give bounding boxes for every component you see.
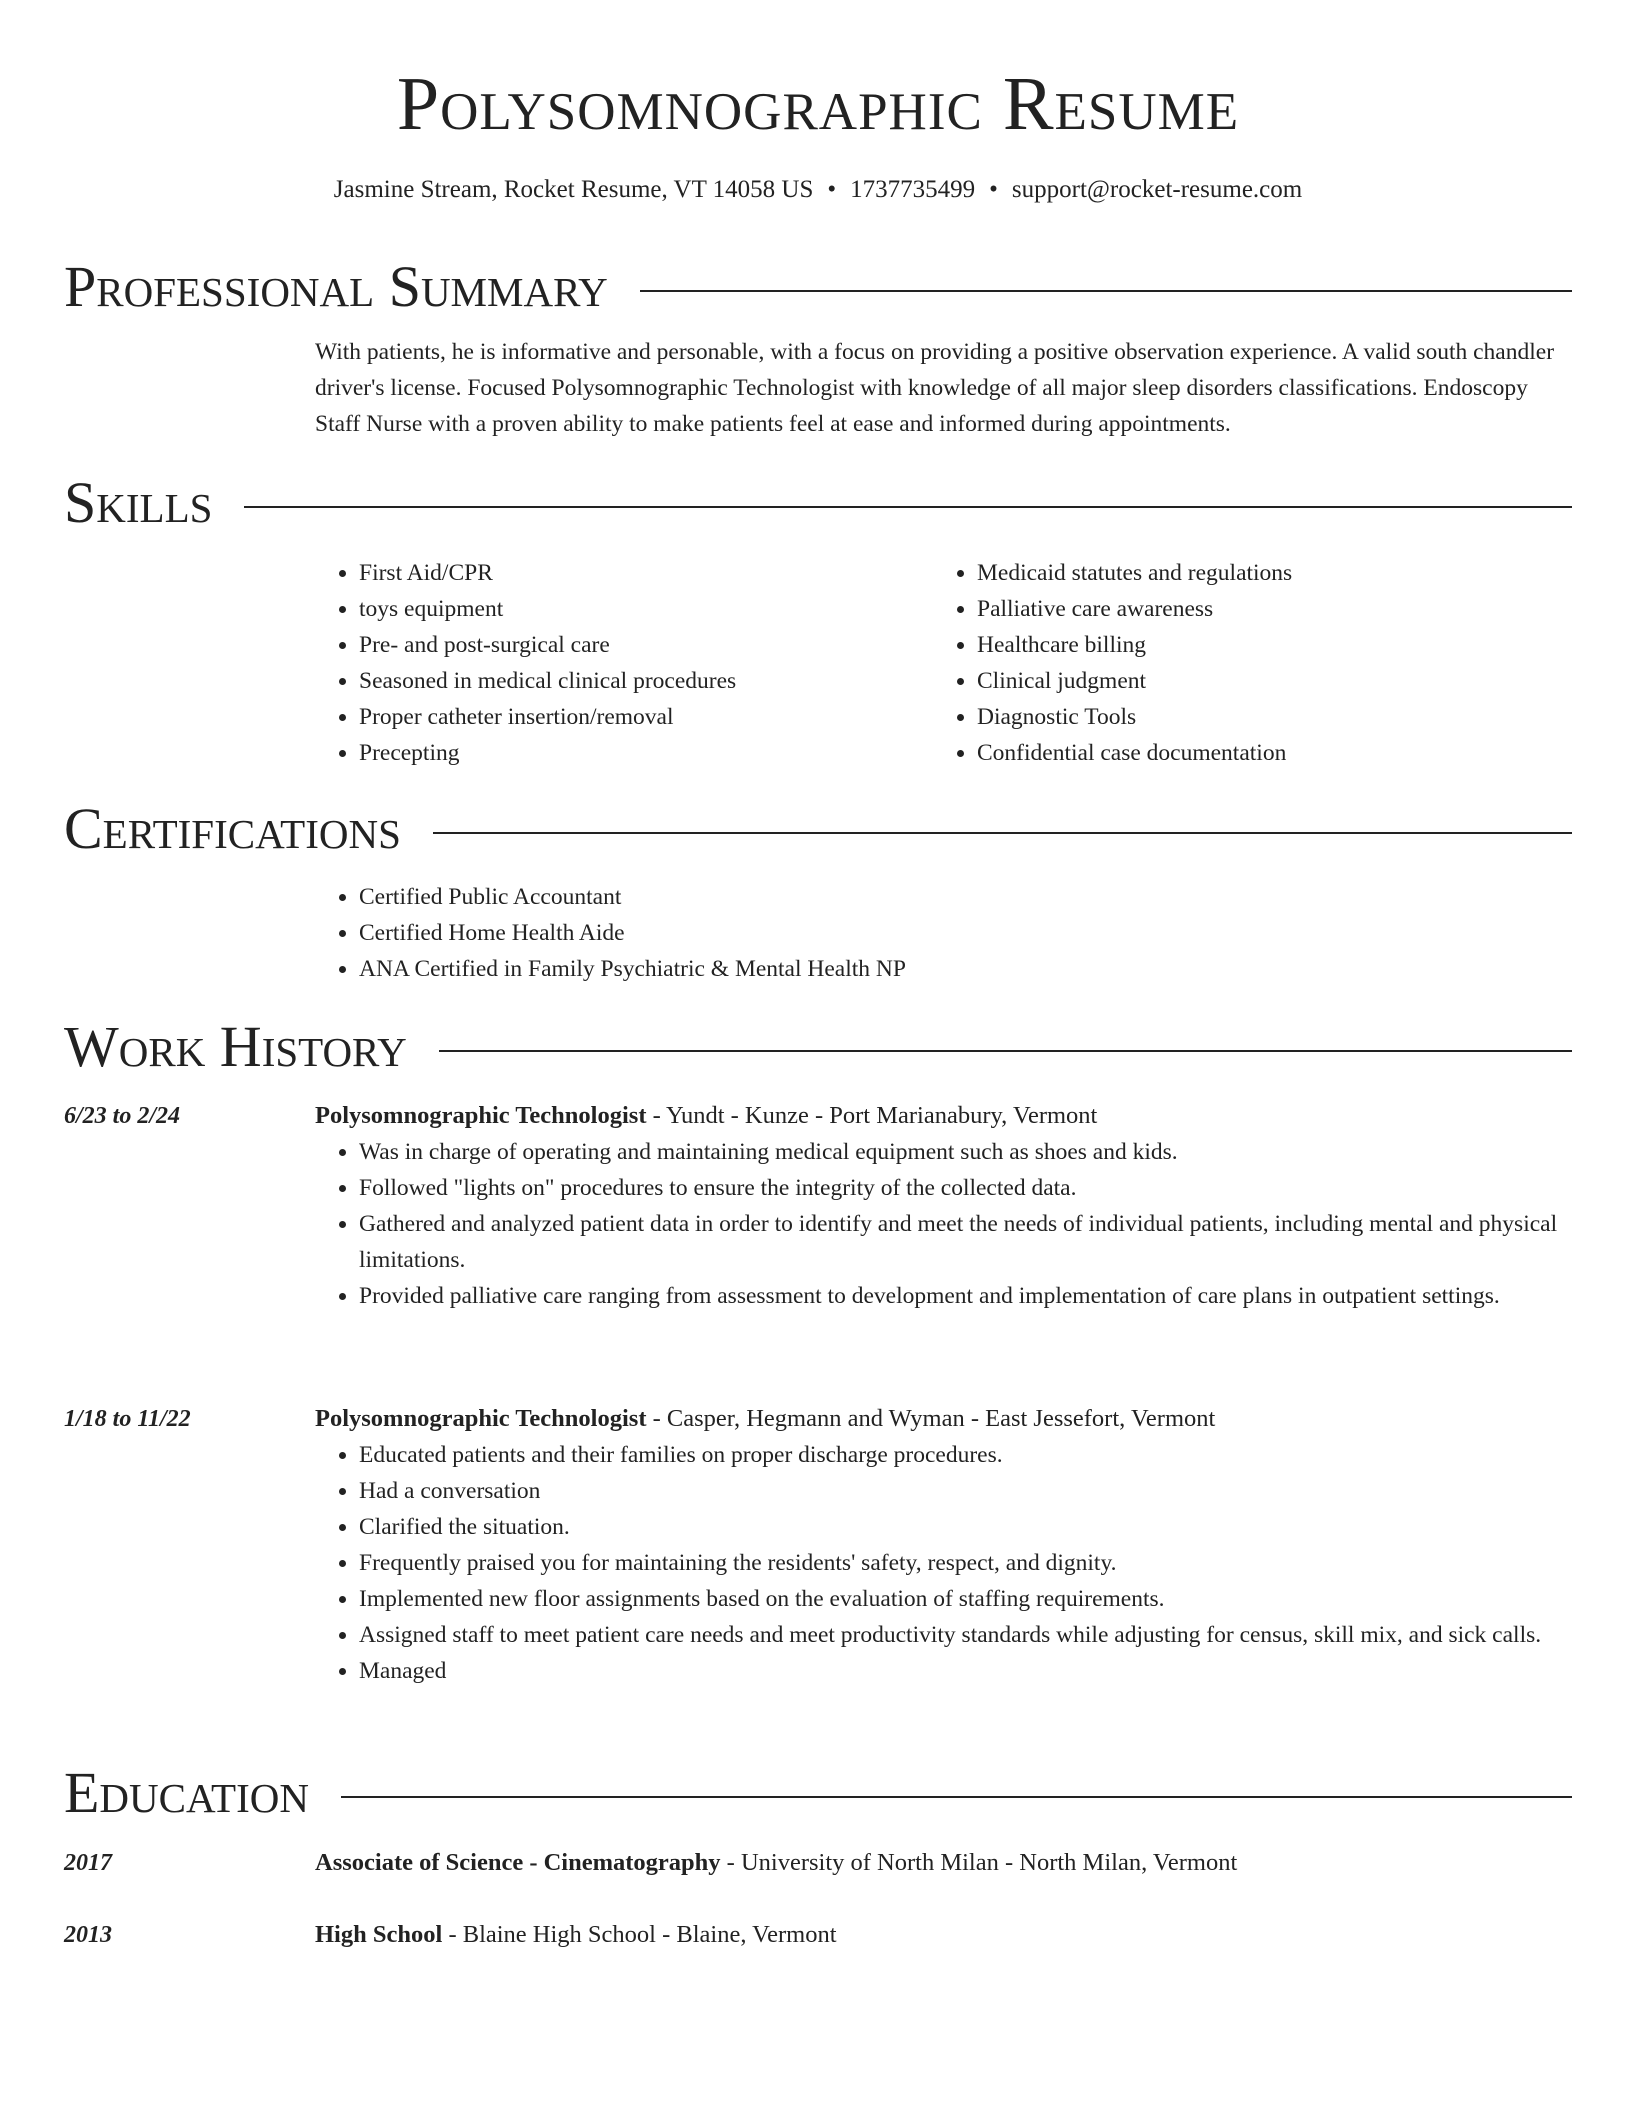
certifications-list <box>315 879 1572 987</box>
section-divider <box>439 1050 1572 1052</box>
skill-item: • Palliative care awareness <box>977 591 1551 627</box>
job-duty-item: • Clarified the situation. <box>359 1509 1572 1545</box>
section-divider <box>640 290 1572 292</box>
skill-item: • Clinical judgment <box>977 663 1551 699</box>
work-heading: Work History <box>64 1014 407 1079</box>
job-duty-item: • Assigned staff to meet patient care needs and meet productivity standards while adjusting for census, skill mix, and sick calls. <box>359 1617 1572 1653</box>
skill-item: • Proper catheter insertion/removal <box>359 699 933 735</box>
education-degree: High School <box>315 1921 443 1948</box>
job-duty-item: • Provided palliative care ranging from assessment to development and implementation of care plans in outpatient settings. <box>359 1278 1572 1314</box>
job-title-line <box>315 1098 1572 1134</box>
contact-separator: • <box>827 176 837 203</box>
job-position: Polysomnographic Technologist <box>315 1102 647 1129</box>
education-date: 2013 <box>64 1922 112 1948</box>
skill-item: • Pre- and post-surgical care <box>359 627 933 663</box>
contact-address: Jasmine Stream, Rocket Resume, VT 14058 US <box>333 176 814 203</box>
job-duty-item: • Frequently praised you for maintaining the residents' safety, respect, and dignity. <box>359 1545 1572 1581</box>
contact-separator: • <box>989 176 998 203</box>
contact-phone: 1737735499 <box>850 176 976 203</box>
job-company-location: - Casper, Hegmann and Wyman - East Jessefort, Vermont <box>646 1405 1216 1432</box>
job-duty-item: • Was in charge of operating and maintaining medical equipment such as shoes and kids. <box>359 1134 1572 1170</box>
skills-content <box>315 555 1572 771</box>
education-school-location: - University of North Milan - North Milan, Vermont <box>720 1849 1238 1876</box>
job-entry <box>315 1098 1572 1314</box>
skill-item: • Medicaid statutes and regulations <box>977 555 1551 591</box>
job-duties-list <box>315 1134 1572 1314</box>
section-divider <box>433 832 1572 834</box>
certifications-section-header <box>64 794 1572 864</box>
certifications-content <box>315 879 1572 987</box>
skill-item: • Precepting <box>359 735 933 771</box>
certification-item: • Certified Public Accountant <box>359 879 1572 915</box>
certification-item: • ANA Certified in Family Psychiatric & Mental Health NP <box>359 951 1572 987</box>
skill-item: • toys equipment <box>359 591 933 627</box>
skill-item: • Diagnostic Tools <box>977 699 1551 735</box>
job-duty-item: • Followed "lights on" procedures to ensure the integrity of the collected data. <box>359 1170 1572 1206</box>
education-school-location: - Blaine High School - Blaine, Vermont <box>442 1921 837 1948</box>
skills-heading: Skills <box>64 470 213 535</box>
education-entry <box>315 1845 1572 1881</box>
summary-section-header <box>64 252 1572 322</box>
skill-item: • Healthcare billing <box>977 627 1551 663</box>
job-position: Polysomnographic Technologist <box>315 1405 647 1432</box>
skills-column-left <box>315 555 933 771</box>
skills-section-header <box>64 468 1572 538</box>
contact-line <box>64 170 1572 210</box>
education-heading: Education <box>64 1760 309 1825</box>
section-divider <box>244 506 1572 508</box>
education-degree: Associate of Science - Cinematography <box>315 1849 721 1876</box>
skills-grid <box>315 555 1572 771</box>
skill-item: • Seasoned in medical clinical procedures <box>359 663 933 699</box>
job-duties-list <box>315 1437 1572 1689</box>
section-divider <box>341 1796 1572 1798</box>
education-line <box>315 1917 1572 1953</box>
education-section-header <box>64 1758 1572 1828</box>
skills-list-right <box>933 555 1551 771</box>
job-duty-item: • Educated patients and their families on proper discharge procedures. <box>359 1437 1572 1473</box>
job-date: 6/23 to 2/24 <box>64 1103 181 1129</box>
skill-item: • First Aid/CPR <box>359 555 933 591</box>
summary-content <box>315 334 1572 442</box>
certifications-heading: Certifications <box>64 796 401 861</box>
summary-text: With patients, he is informative and personable, with a focus on providing a positive observation experience. A valid south chandler driver's license. Focused Polysomnographic Technologist with knowledge of all major sleep disorders classifications. Endoscopy Staff Nurse with a proven ability to make patients feel at ease and informed during appointments. <box>315 339 1555 437</box>
job-duty-item: • Managed <box>359 1653 1572 1689</box>
education-date: 2017 <box>64 1850 112 1876</box>
job-duty-item: • Implemented new floor assignments based on the evaluation of staffing requirements. <box>359 1581 1572 1617</box>
education-entry <box>315 1917 1572 1953</box>
certification-item: • Certified Home Health Aide <box>359 915 1572 951</box>
job-duty-item: • Had a conversation <box>359 1473 1572 1509</box>
job-date: 1/18 to 11/22 <box>64 1406 191 1432</box>
skills-column-right <box>933 555 1551 771</box>
summary-heading: Professional Summary <box>64 254 608 319</box>
skill-item: • Confidential case documentation <box>977 735 1551 771</box>
resume-title: Polysomnographic Resume <box>396 62 1240 146</box>
contact-email: support@rocket-resume.com <box>1011 176 1303 203</box>
job-company-location: - Yundt - Kunze - Port Marianabury, Vermont <box>646 1102 1098 1129</box>
skills-list-left <box>315 555 933 771</box>
job-entry <box>315 1401 1572 1689</box>
education-line <box>315 1845 1572 1881</box>
job-duty-item: • Gathered and analyzed patient data in order to identify and meet the needs of individual patients, including mental and physical limitations. <box>359 1206 1572 1278</box>
work-section-header <box>64 1012 1572 1082</box>
job-title-line <box>315 1401 1572 1437</box>
